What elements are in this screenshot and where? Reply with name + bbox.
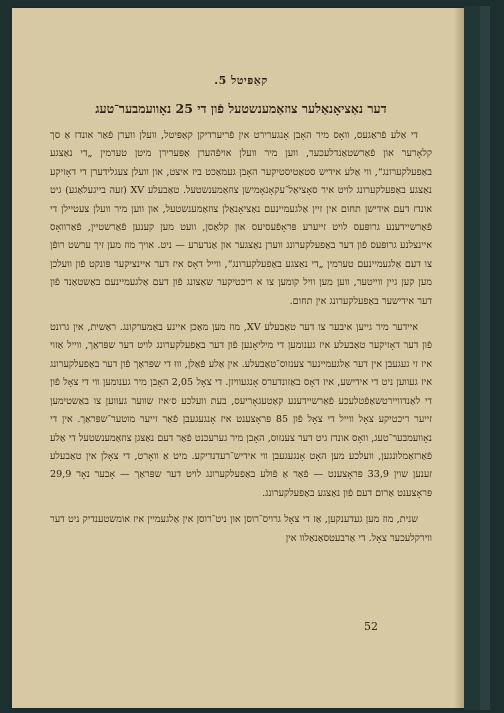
paragraph-2: איידער מיר גייען איבער צו דער טאַבעלע XV, מוז מען מאַכן איינע באַמערקונג. ראַשית, אין גרונט פֿון דער דאָזיקער טאַבעלע איז גענומען די מיליאָנען פֿון דער באַפעלקערונג לויט דער שפּראַך, ווייל אַזוי איז זי געגעבן אין דער אַלגעמיינער צענזוס־טאַבעלע. אין אַלע פֿאַלן, וווּ די שפּראַך פֿון דער באַפעלקערונג איז געווען ניט די אידישע, איז דאָס באַזונדערס אָנגעוויזן. די צאָל 2,05 האָבן מיר גענומען ווי די צאָל פֿון די לאַנדוויירטשאַפֿטלעכע פֿאַרשיידענע קאַטעגאָריעס, בעת וועלכע ס׳איז שווער געווען צו באַשטימען זייער ריכטיקע צאָל ווייל די צאָל פֿון 85 פּראָצענט איז אָנגעגעבן פֿאַר זייער מוטער־שפּראַך. אין די נאָוועמבער־טעג, וואָס אונדז גיט דער צענזוס, האָבן מיר גערעכנט פֿאַר דעם נאַצגן צוזאַמענשטעל די אַלע פֿאַרזאַמלונגען, וועלכע מען האָט אָנגעגעבן ווי אידיש־רעדנדיקע. מיט אַ וואָרט, די צאָלן אין טאַבעלע זענען שוין 33,9 פּראָצענט — פֿאַר אַ פֿולע באַפעלקערונג לויט דער שפּראַך — אָבער נאָר 29,9 פּראָצענט אַרום דעם פֿון נאַצגע באַפעלקערונג. <box>50 322 433 499</box>
chapter-heading: קאַפּיטל 5. <box>214 74 268 87</box>
book-page <box>12 8 464 708</box>
page-gutter-shadow <box>454 8 464 708</box>
page-content <box>50 74 432 548</box>
page-number: 52 <box>364 620 378 633</box>
paragraph-3: שנית, מוז מען געדענקען, אַז די צאָל גרויס־רוסן און ניט־רוסן אין אַלגעמיין איז אומשטענדיק ניט דער ווירקלעכער צאָל. די אַרבעטסאַנאַלוו אין <box>50 514 432 544</box>
section-title: דער נאַציאָנאַלער צוזאַמענשטעל פֿון די 25 נאָוועמבער־טעג <box>95 101 387 116</box>
book-cover-inner-edge <box>480 6 490 710</box>
paragraph-1: די אַלע פֿראַגעס, וואָס מיר האָבן אָנגערירט אין פֿריערדיקן קאַפּיטל, וועלן ווערן פֿאַר אונדז אַ סך קלאָרער און פֿאַרשטאַנדלעכער, ווען מיר וועלן אויפֿהערן אַפּערירן מיטן טערמין „די נאַצגע באַפעלקערונג“, ווי אַלע אידיש סטאַטיסטיקער האָבן געמאַכט ביז איצט, און וועלן צעגלידערן די דאָזיקע נאַצגע באַפעלקערונג לויט איר סאָציאַל־עקאָנאָמישן צוזאַמענשטעל. טאַבעלע XV (זעה בייגעלאַגע) גיט אונדז דעם אידישן תחום אין זיין אַלגעמיינעם נאַציאָנאַלן צוזאַמענשטעל, און ווען מיר וועלן צעטיילן די פֿאַרשיידענע גרופּעס לויט זייערע פּראָפֿעסיעס און קלאַסן, וועט מען קענען פֿאַרשטיין, פֿאַרוואָס איינצלנע גרופּעס פֿון דער באַפעלקערונג ווערן נאַצגער און אַנדערע — ניט. אויך מוז מען זיך ערשט רופֿן צו דעם אַלגעמיינעם טערמין „די נאַצגע באַפעלקערונג“, ווייל דאָס איז דער איינציקער פּונקט פֿון וועלכן מען קען גיין ווייטער, ווען מען וויל קומען צו א ריכטיקער שאַצונג פֿון דעם אַלגעמיינעם באַשטאַנד פֿון דער אידישער באַפעלקערונג אין תחום. <box>50 130 433 307</box>
